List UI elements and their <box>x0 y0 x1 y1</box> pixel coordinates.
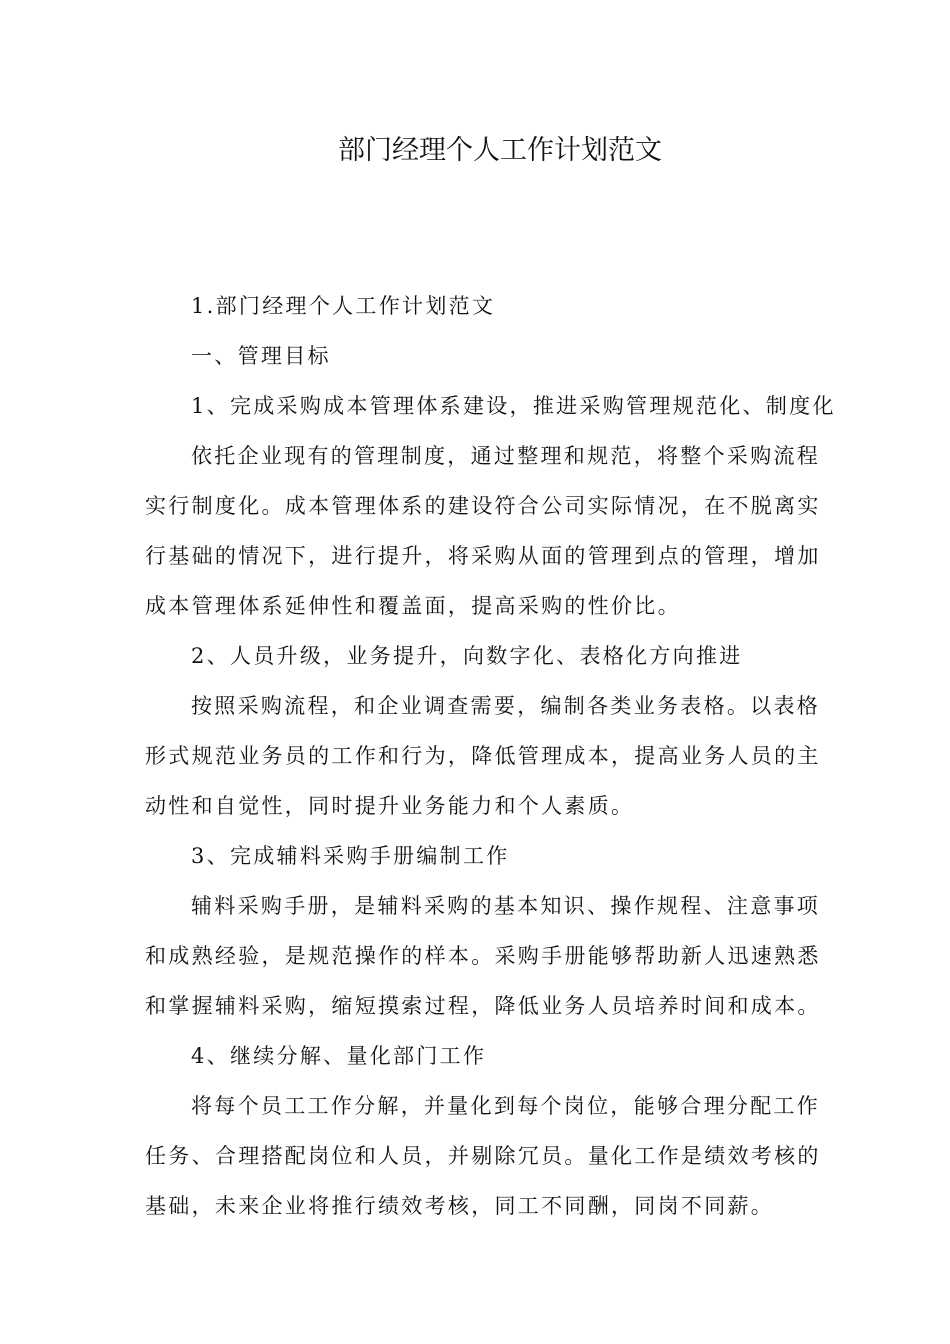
body-line: 按照采购流程，和企业调查需要，编制各类业务表格。以表格 <box>191 694 821 718</box>
body-line: 任务、合理搭配岗位和人员，并剔除冗员。量化工作是绩效考核的 <box>145 1144 821 1168</box>
item-heading: 2、人员升级，业务提升，向数字化、表格化方向推进 <box>191 644 743 668</box>
body-line: 动性和自觉性，同时提升业务能力和个人素质。 <box>145 794 635 818</box>
body-line: 形式规范业务员的工作和行为，降低管理成本，提高业务人员的主 <box>145 744 821 768</box>
item-heading: 4、继续分解、量化部门工作 <box>191 1044 487 1068</box>
body-line: 和掌握辅料采购，缩短摸索过程，降低业务人员培养时间和成本。 <box>145 994 821 1018</box>
body-line: 成本管理体系延伸性和覆盖面，提高采购的性价比。 <box>145 594 681 618</box>
body-line: 辅料采购手册，是辅料采购的基本知识、操作规程、注意事项 <box>191 894 821 918</box>
body-line: 1.部门经理个人工作计划范文 <box>191 294 496 318</box>
item-heading: 1、完成采购成本管理体系建设，推进采购管理规范化、制度化 <box>191 394 836 418</box>
body-line: 和成熟经验，是规范操作的样本。采购手册能够帮助新人迅速熟悉 <box>145 944 821 968</box>
body-line: 依托企业现有的管理制度，通过整理和规范，将整个采购流程 <box>191 444 821 468</box>
body-line: 实行制度化。成本管理体系的建设符合公司实际情况，在不脱离实 <box>145 494 821 518</box>
body-line: 基础，未来企业将推行绩效考核，同工不同酬，同岗不同薪。 <box>145 1194 775 1218</box>
document-body <box>145 281 836 1231</box>
section-heading: 一、管理目标 <box>191 344 331 368</box>
document-title: 部门经理个人工作计划范文 <box>338 135 662 166</box>
item-heading: 3、完成辅料采购手册编制工作 <box>191 844 510 868</box>
body-line: 行基础的情况下，进行提升，将采购从面的管理到点的管理，增加 <box>145 544 821 568</box>
body-line: 将每个员工工作分解，并量化到每个岗位，能够合理分配工作 <box>191 1094 821 1118</box>
